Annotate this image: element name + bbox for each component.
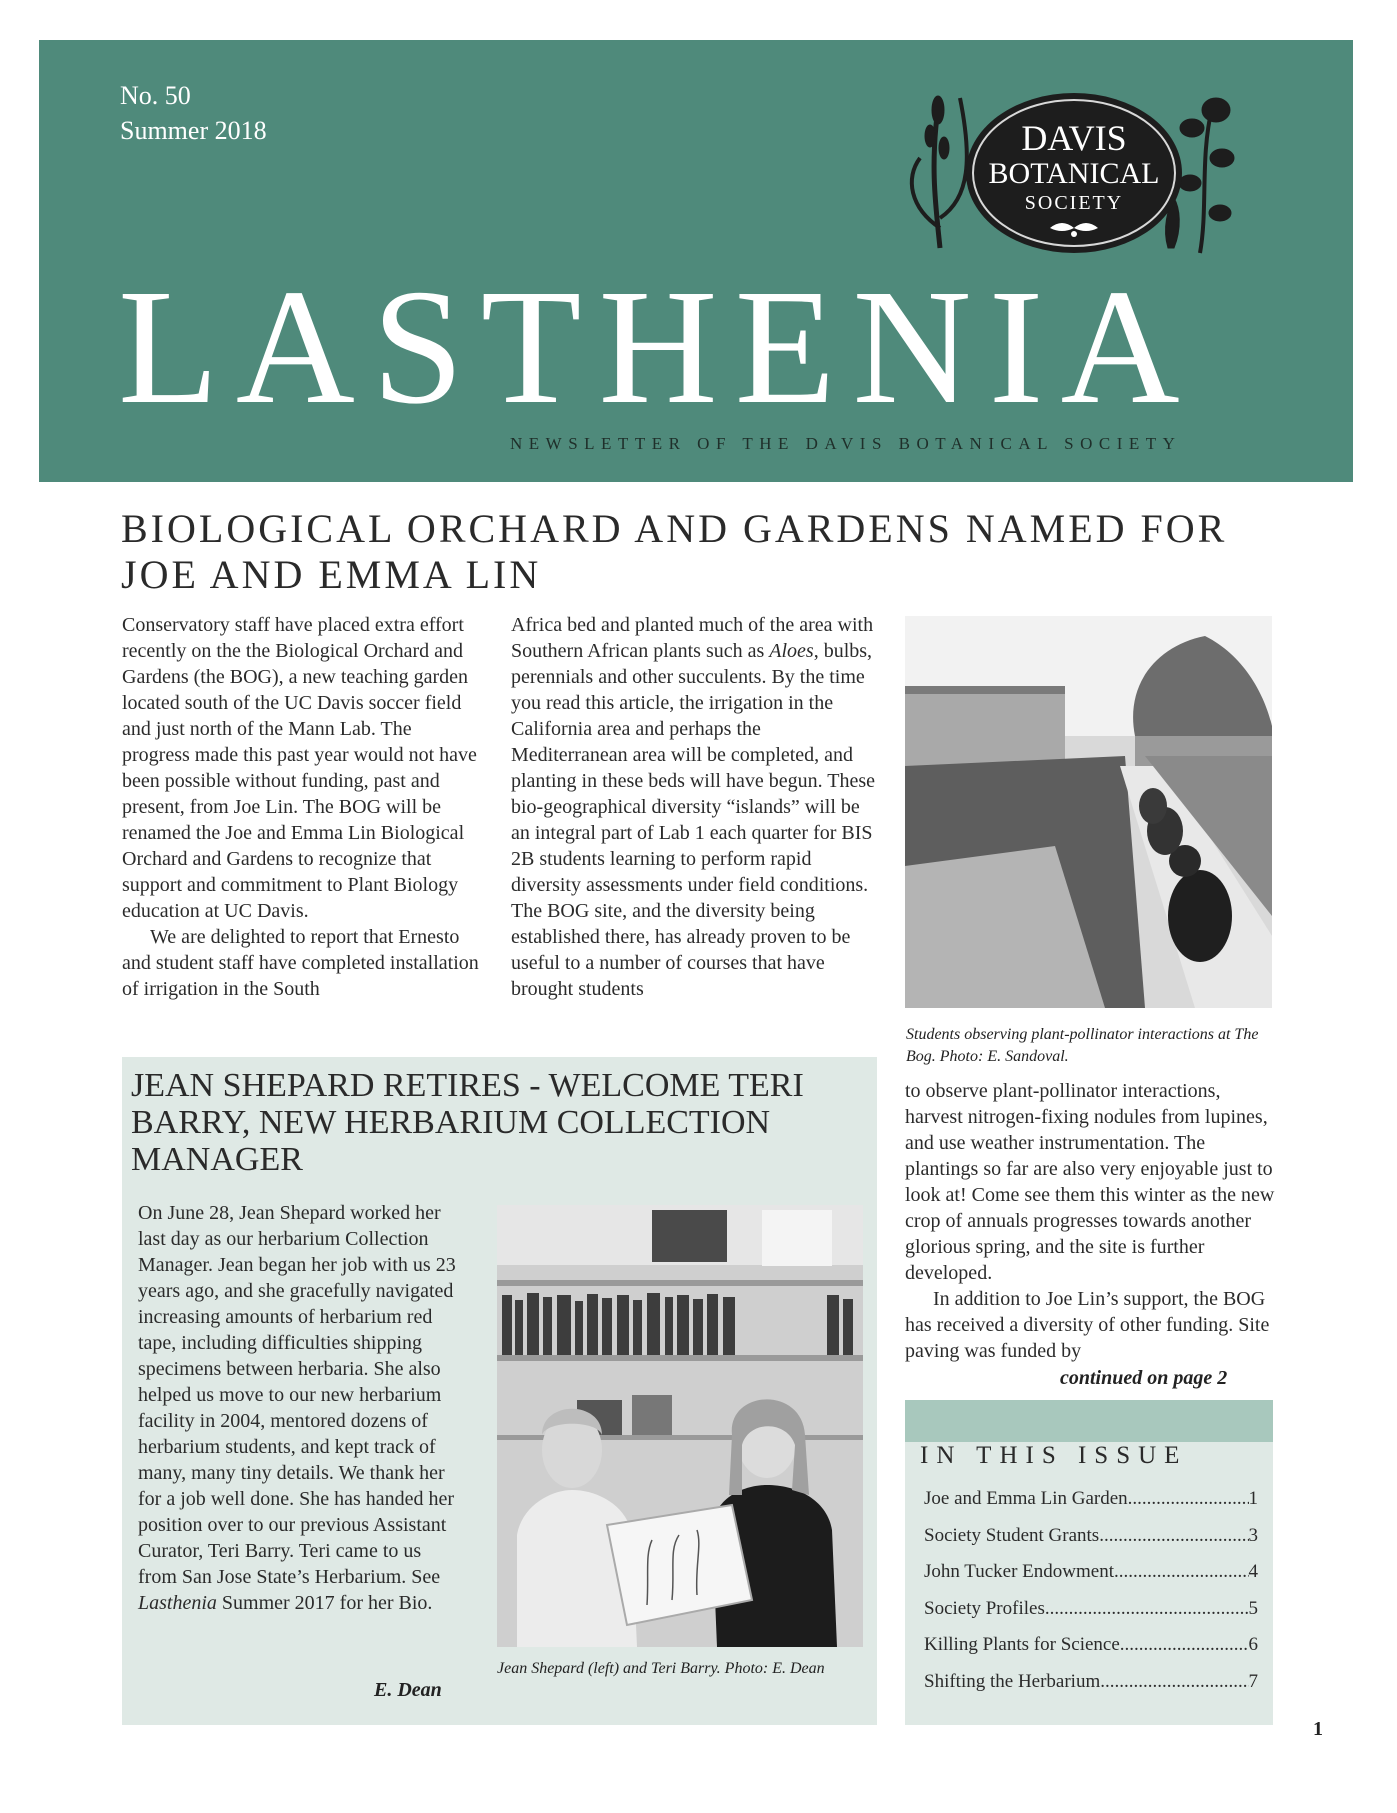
left-plant-icon bbox=[912, 96, 967, 248]
toc-list bbox=[924, 1486, 1258, 1705]
jean-paragraph: On June 28, Jean Shepard worked her last day as our herbarium Collection Manager. Jean began her job with us 23 years ago, and she gracefully navigated increasing amounts of herbarium red tape, including difficulties shipping specimens between herbaria. She also helped us move to our new herbarium facility in 2004, mentored dozens of herbarium students, and kept track of many, many tiny details. We thank her for a job well done. She has handed her position over to our previous Assistant Curator, Teri Barry. Teri came to us from San Jose State’s Herbarium. See Lasthenia Summer 2017 for her Bio. bbox=[138, 1202, 456, 1614]
society-logo bbox=[900, 88, 1248, 258]
toc-item[interactable]: Society Profiles ..... 5 bbox=[924, 1596, 1258, 1633]
toc-item[interactable]: John Tucker Endowment ..... 4 bbox=[924, 1559, 1258, 1596]
bog-column-1 bbox=[122, 612, 482, 1002]
toc-item[interactable]: Shifting the Herbarium ..... 7 bbox=[924, 1669, 1258, 1706]
bog-paragraph-1: Conservatory staff have placed extra effort recently on the the Biological Orchard and Gardens (the BOG), a new teaching garden located south of the UC Davis soccer field and just north of the Mann Lab. The progress made this past year would not have been possible without funding, past and present, from Joe Lin. The BOG will be renamed the Joe and Emma Lin Biological Orchard and Gardens to recognize that support and commitment to Plant Biology education at UC Davis. bbox=[122, 614, 477, 922]
jean-teri-photo bbox=[497, 1205, 863, 1647]
bog-paragraph-5: In addition to Joe Lin’s support, the BOG has received a diversity of other funding. Site paving was funded by bbox=[905, 1288, 1270, 1362]
toc-item[interactable]: Joe and Emma Lin Garden ..... 1 bbox=[924, 1486, 1258, 1523]
issue-info bbox=[120, 78, 267, 148]
bog-paragraph-2: We are delighted to report that Ernesto and student staff have completed installation of irrigation in the South bbox=[122, 926, 479, 1000]
toc-header-bar bbox=[905, 1400, 1273, 1442]
jean-photo-caption: Jean Shepard (left) and Teri Barry. Photo: E. Dean bbox=[497, 1660, 825, 1677]
jean-signature: E. Dean bbox=[374, 1679, 442, 1701]
page-number: 1 bbox=[1313, 1718, 1323, 1740]
bog-column-2 bbox=[511, 612, 877, 1002]
bog-column-3 bbox=[905, 1078, 1277, 1364]
logo-davis: DAVIS bbox=[1021, 118, 1127, 158]
bog-photo-caption: Students observing plant-pollinator interactions at The Bog. Photo: E. Sandoval. bbox=[906, 1026, 1259, 1065]
toc-item[interactable]: Society Student Grants ..... 3 bbox=[924, 1523, 1258, 1560]
logo-botanical: BOTANICAL bbox=[988, 157, 1160, 190]
bog-paragraph-3: Africa bed and planted much of the area with Southern African plants such as Aloes, bulbs, perennials and other succulents. By the time you read this article, the irrigation in the California area and perhaps the Mediterranean area will be completed, and planting in these beds will have begun. These bio-geographical diversity “islands” will be an integral part of Lab 1 each quarter for BIS 2B students learning to perform rapid diversity assessments under field conditions. The BOG site, and the diversity being established there, has already proven to be useful to a number of courses that have brought students bbox=[511, 614, 875, 1000]
newsletter-title: LASTHENIA bbox=[118, 255, 1197, 438]
issue-number: No. 50 bbox=[120, 81, 191, 110]
logo-society: SOCIETY bbox=[1024, 192, 1124, 214]
bog-students-photo bbox=[905, 616, 1272, 1008]
continued-link[interactable]: continued on page 2 bbox=[1060, 1367, 1228, 1389]
toc-item[interactable]: Killing Plants for Science ..... 6 bbox=[924, 1632, 1258, 1669]
issue-season: Summer 2018 bbox=[120, 116, 267, 145]
bog-paragraph-4: to observe plant-pollinator interactions, harvest nitrogen-fixing nodules from lupines, and use weather instrumentation. The plantings so far are also very enjoyable just to look at! Come see them this winter as the new crop of annuals progresses towards another glorious spring, and the site is further developed. bbox=[905, 1080, 1275, 1284]
toc-title: IN THIS ISSUE bbox=[920, 1442, 1188, 1469]
newsletter-tagline: NEWSLETTER OF THE DAVIS BOTANICAL SOCIETY bbox=[510, 434, 1182, 453]
jean-headline: JEAN SHEPARD RETIRES - WELCOME TERI BARRY, NEW HERBARIUM COLLECTION MANAGER bbox=[131, 1067, 804, 1178]
jean-body bbox=[138, 1200, 458, 1616]
bog-headline: BIOLOGICAL ORCHARD AND GARDENS NAMED FOR JOE AND EMMA LIN bbox=[121, 506, 1228, 597]
